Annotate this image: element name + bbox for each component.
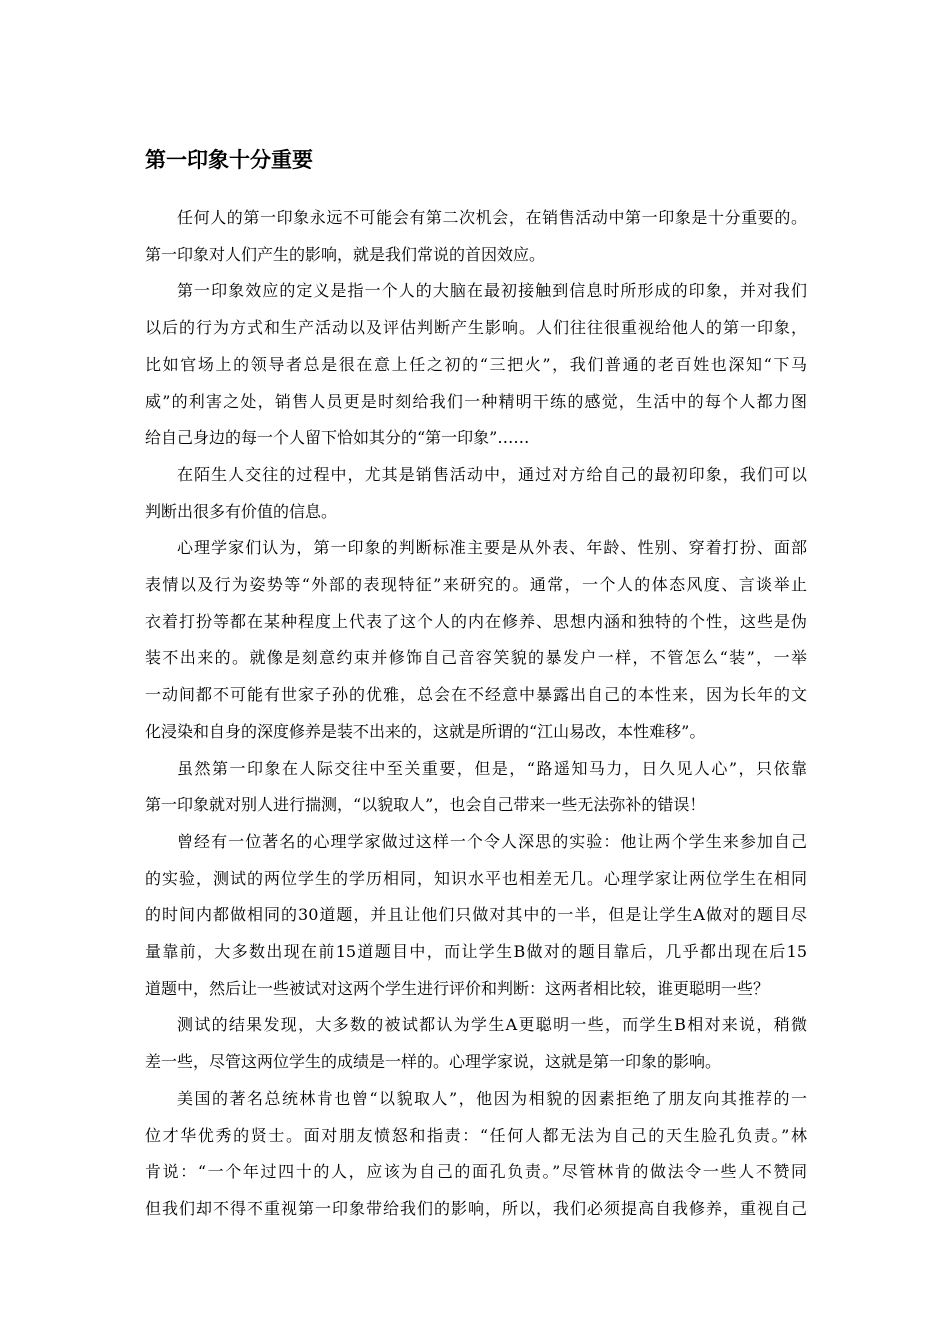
paragraph-line: 第一印象效应的定义是指一个人的大脑在最初接触到信息时所形成的印象，并对我们 [177, 281, 807, 301]
paragraph [145, 751, 807, 824]
paragraph-line: 比如官场上的领导者总是很在意上任之初的“三把火”，我们普通的老百姓也深知“下马 [145, 354, 807, 374]
paragraph-line: 肯说：“一个年过四十的人，应该为自己的面孔负责。”尽管林肯的做法令一些人不赞同 [145, 1162, 807, 1182]
paragraph-line: 的实验，测试的两位学生的学历相同，知识水平也相差无几。心理学家让两位学生在相同 [145, 868, 807, 888]
paragraph-line: 威”的利害之处，销售人员更是时刻给我们一种精明干练的感觉，生活中的每个人都力图 [145, 391, 807, 411]
paragraph-line: 测试的结果发现，大多数的被试都认为学生A更聪明一些，而学生B相对来说，稍微 [177, 1015, 807, 1035]
paragraph-line: 以后的行为方式和生产活动以及评估判断产生影响。人们往往很重视给他人的第一印象， [145, 318, 807, 338]
paragraph-line: 美国的著名总统林肯也曾“以貌取人”，他因为相貌的因素拒绝了朋友向其推荐的一 [177, 1088, 807, 1108]
paragraph-line: 第一印象就对别人进行揣测，“以貌取人”，也会自己带来一些无法弥补的错误！ [145, 795, 706, 815]
paragraph-line: 判断出很多有价值的信息。 [145, 501, 338, 521]
paragraph-line: 虽然第一印象在人际交往中至关重要，但是，“路遥知马力，日久见人心”，只依靠 [177, 758, 807, 778]
paragraph-line: 量靠前，大多数出现在前15道题目中，而让学生B做对的题目靠后，几乎都出现在后15 [145, 942, 807, 962]
paragraph-line: 第一印象对人们产生的影响，就是我们常说的首因效应。 [145, 244, 546, 264]
document-title: 第一印象十分重要 [145, 148, 313, 172]
paragraph [145, 273, 807, 457]
paragraph [145, 530, 807, 750]
paragraph-line: 的时间内都做相同的30道题，并且让他们只做对其中的一半，但是让学生A做对的题目尽 [145, 905, 807, 925]
paragraph [145, 457, 807, 530]
paragraph-line: 道题中，然后让一些被试对这两个学生进行评价和判断：这两者相比较，谁更聪明一些？ [145, 978, 770, 998]
paragraph-line: 表情以及行为姿势等“外部的表现特征”来研究的。通常，一个人的体态风度、言谈举止 [145, 575, 807, 595]
paragraph-line: 化浸染和自身的深度修养是装不出来的，这就是所谓的“江山易改，本性难移”。 [145, 721, 706, 741]
paragraph-line: 衣着打扮等都在某种程度上代表了这个人的内在修养、思想内涵和独特的个性，这些是伪 [145, 611, 807, 631]
paragraph-line: 任何人的第一印象永远不可能会有第二次机会，在销售活动中第一印象是十分重要的。 [177, 208, 807, 227]
paragraph-line: 心理学家们认为，第一印象的判断标准主要是从外表、年龄、性别、穿着打扮、面部 [177, 538, 807, 558]
paragraph [145, 824, 807, 1008]
document-body [145, 200, 807, 1228]
paragraph-line: 曾经有一位著名的心理学家做过这样一个令人深思的实验：他让两个学生来参加自己 [177, 831, 807, 851]
paragraph-line: 在陌生人交往的过程中，尤其是销售活动中，通过对方给自己的最初印象，我们可以 [177, 464, 807, 484]
paragraph-line: 位才华优秀的贤士。面对朋友愤怒和指责：“任何人都无法为自己的天生脸孔负责。”林 [145, 1125, 807, 1145]
paragraph-line: 一动间都不可能有世家子孙的优雅，总会在不经意中暴露出自己的本性来，因为长年的文 [145, 685, 807, 705]
paragraph [145, 1007, 807, 1080]
paragraph [145, 200, 807, 273]
paragraph-line: 但我们却不得不重视第一印象带给我们的影响，所以，我们必须提高自我修养，重视自己 [145, 1198, 807, 1218]
paragraph [145, 1081, 807, 1228]
paragraph-line: 给自己身边的每一个人留下恰如其分的“第一印象”…… [145, 428, 530, 448]
paragraph-line: 装不出来的。就像是刻意约束并修饰自己音容笑貌的暴发户一样，不管怎么“装”，一举 [145, 648, 807, 668]
paragraph-line: 差一些，尽管这两位学生的成绩是一样的。心理学家说，这就是第一印象的影响。 [145, 1052, 722, 1072]
